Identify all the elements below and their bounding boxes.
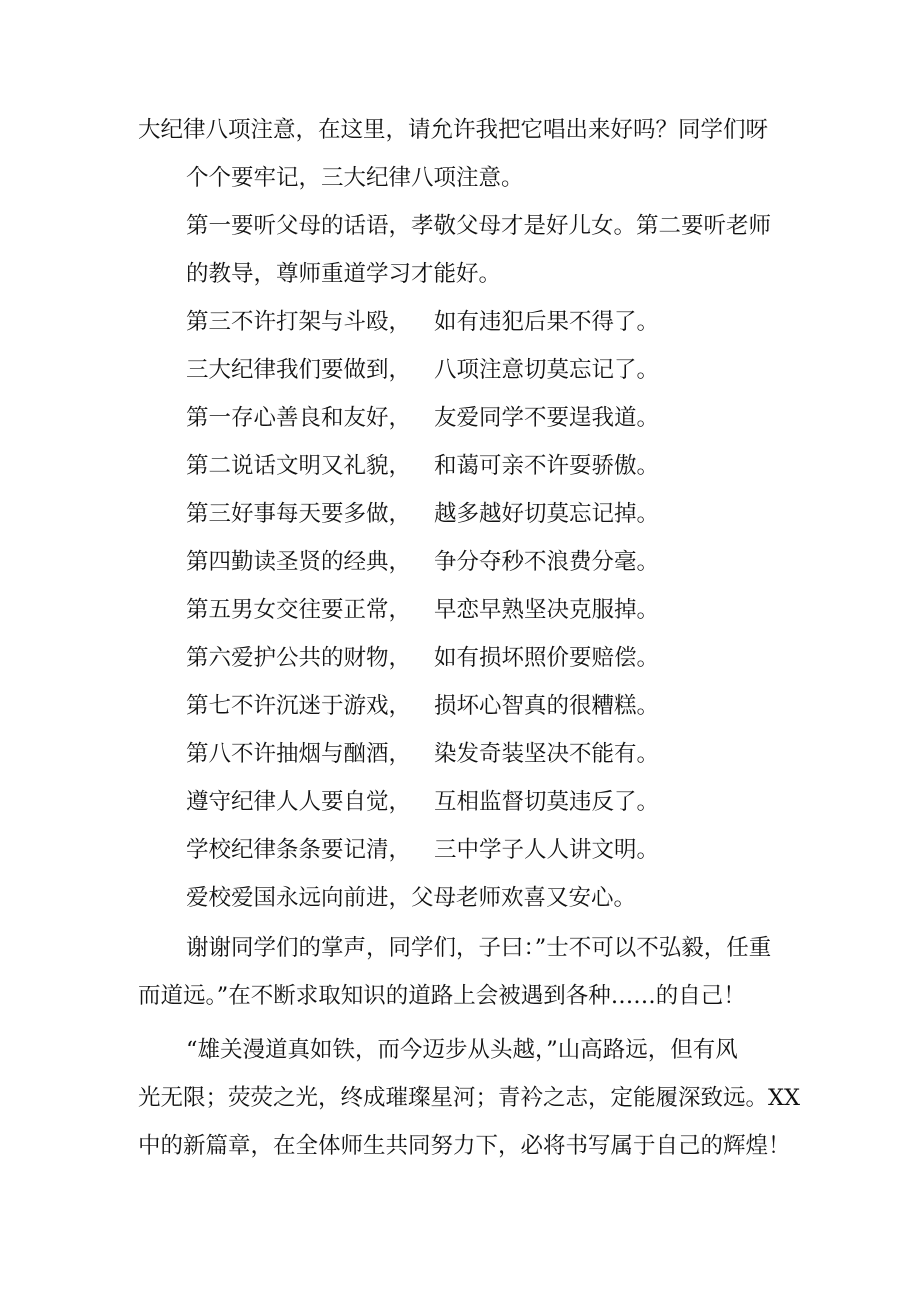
couplet-second: 染发奇装坚决不能有。 [434, 741, 660, 767]
couplet-second: 争分夺秒不浪费分毫。 [434, 549, 660, 575]
couplet-second: 损坏心智真的很糟糕。 [434, 693, 660, 719]
couplet-line [186, 787, 746, 817]
couplet-first: 第七不许沉迷于游戏， [186, 693, 412, 719]
couplet-first: 第五男女交往要正常， [186, 597, 412, 623]
couplet-line [186, 643, 746, 673]
couplet-first: 第六爱护公共的财物， [186, 645, 412, 671]
text-line: 谢谢同学们的掌声，同学们，子曰：”士不可以不弘毅，任重 [186, 935, 772, 961]
couplet-line [186, 691, 746, 721]
text-line: 爱校爱国永远向前进，父母老师欢喜又安心。 [186, 885, 637, 911]
couplet-second: 三中学子人人讲文明。 [434, 837, 660, 863]
couplet-first: 第三不许打架与斗殴， [186, 309, 412, 335]
text-line: 而道远。”在不断求取知识的道路上会被遇到各种……的自己！ [138, 983, 746, 1009]
text-line: 个个要牢记，三大纪律八项注意。 [186, 165, 524, 191]
couplet-line [186, 739, 746, 769]
couplet-first: 三大纪律我们要做到， [186, 357, 412, 383]
couplet-line [186, 547, 746, 577]
text-line: 光无限；荧荧之光，终成璀璨星河；青衿之志，定能履深致远。XX [138, 1085, 801, 1111]
couplet-second: 如有违犯后果不得了。 [434, 309, 660, 335]
couplet-second: 互相监督切莫违反了。 [434, 789, 660, 815]
couplet-line [186, 355, 746, 385]
couplet-second: 早恋早熟坚决克服掉。 [434, 597, 660, 623]
couplet-second: 八项注意切莫忘记了。 [434, 357, 660, 383]
couplet-second: 和蔼可亲不许耍骄傲。 [434, 453, 660, 479]
couplet-first: 第四勤读圣贤的经典， [186, 549, 412, 575]
couplet-line [186, 595, 746, 625]
couplet-first: 第三好事每天要多做， [186, 501, 412, 527]
couplet-first: 第一存心善良和友好， [186, 405, 412, 431]
couplet-second: 如有损坏照价要赔偿。 [434, 645, 660, 671]
text-line: 大纪律八项注意，在这里，请允许我把它唱出来好吗？同学们呀 [138, 117, 769, 143]
text-line: “雄关漫道真如铁，而今迈步从头越，”山高路远，但有风 [186, 1037, 738, 1063]
couplet-line [186, 307, 746, 337]
couplet-line [186, 835, 746, 865]
couplet-second: 越多越好切莫忘记掉。 [434, 501, 660, 527]
text-line: 的教导，尊师重道学习才能好。 [186, 261, 502, 287]
couplet-first: 第二说话文明又礼貌， [186, 453, 412, 479]
couplet-first: 学校纪律条条要记清， [186, 837, 412, 863]
couplet-line [186, 451, 746, 481]
text-line: 中的新篇章，在全体师生共同努力下，必将书写属于自己的辉煌！ [138, 1133, 791, 1159]
couplet-first: 遵守纪律人人要自觉， [186, 789, 412, 815]
text-line: 第一要听父母的话语，孝敬父母才是好儿女。第二要听老师 [186, 213, 772, 239]
couplet-line [186, 403, 746, 433]
couplet-first: 第八不许抽烟与酗酒， [186, 741, 412, 767]
couplet-second: 友爱同学不要逞我道。 [434, 405, 660, 431]
couplet-line [186, 499, 746, 529]
